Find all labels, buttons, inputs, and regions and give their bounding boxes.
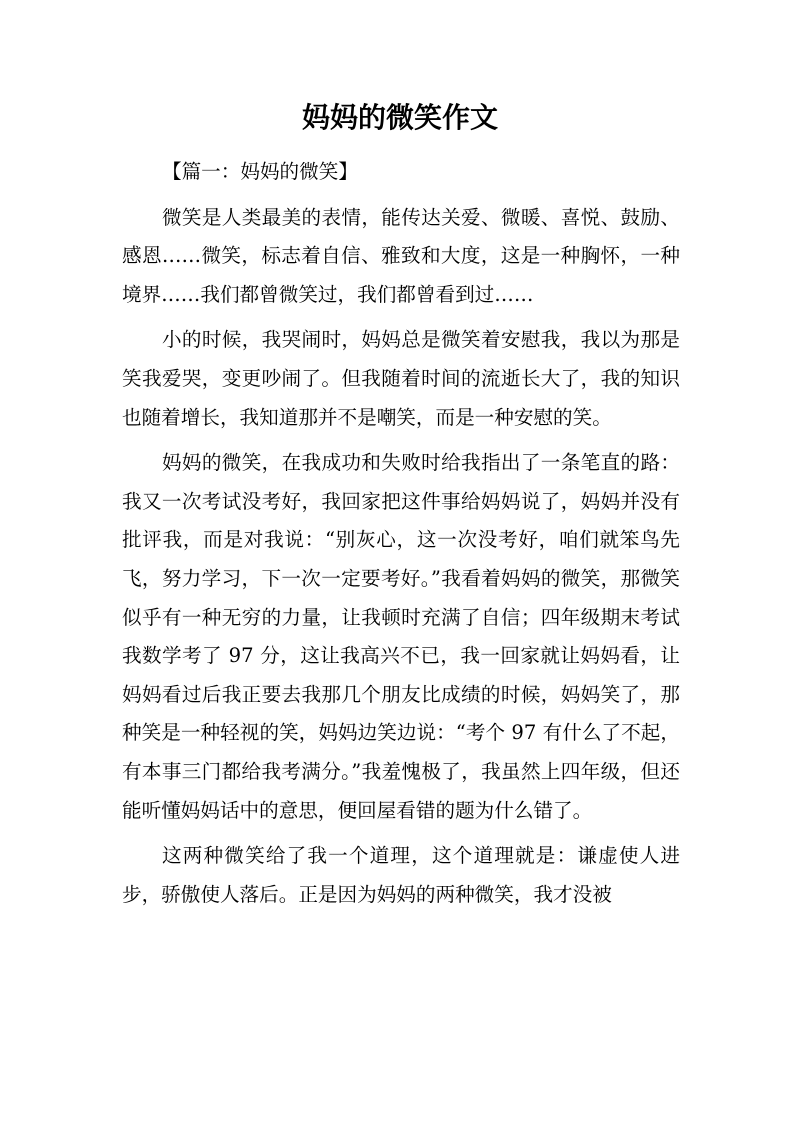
document-body: [122, 153, 680, 914]
paragraph-1: 微笑是人类最美的表情，能传达关爱、微暖、喜悦、鼓励、感恩……微笑，标志着自信、雅致和大度，这是一种胸怀，一种境界……我们都曾微笑过，我们都曾看到过……: [122, 205, 680, 306]
paragraph-3: 妈妈的微笑，在我成功和失败时给我指出了一条笔直的路：我又一次考试没考好，我回家把这件事给妈妈说了，妈妈并没有批评我，而是对我说：“别灰心，这一次没考好，咱们就笨鸟先飞，努力学习，下一次一定要考好。”我看着妈妈的微笑，那微笑似乎有一种无穷的力量，让我顿时充满了自信；四年级期末考试我数学考了 97 分，这让我高兴不已，我一回家就让妈妈看，让妈妈看过后我正要去我那几个朋友比成绩的时候，妈妈笑了，那种笑是一种轻视的笑，妈妈边笑边说：“考个 97 有什么了不起，有本事三门都给我考满分。”我羞愧极了，我虽然上四年级，但还能听懂妈妈话中的意思，便回屋看错的题为什么错了。: [122, 451, 680, 822]
paragraph-4: 这两种微笑给了我一个道理，这个道理就是：谦虚使人进步，骄傲使人落后。正是因为妈妈的两种微笑，我才没被: [122, 844, 680, 906]
document-title: 妈妈的微笑作文: [301, 101, 498, 134]
section-header: 【篇一：妈妈的微笑】: [162, 160, 358, 183]
paragraph-2: 小的时候，我哭闹时，妈妈总是微笑着安慰我，我以为那是笑我爱哭，变更吵闹了。但我随着时间的流逝长大了，我的知识也随着增长，我知道那并不是嘲笑，而是一种安慰的笑。: [122, 328, 680, 429]
